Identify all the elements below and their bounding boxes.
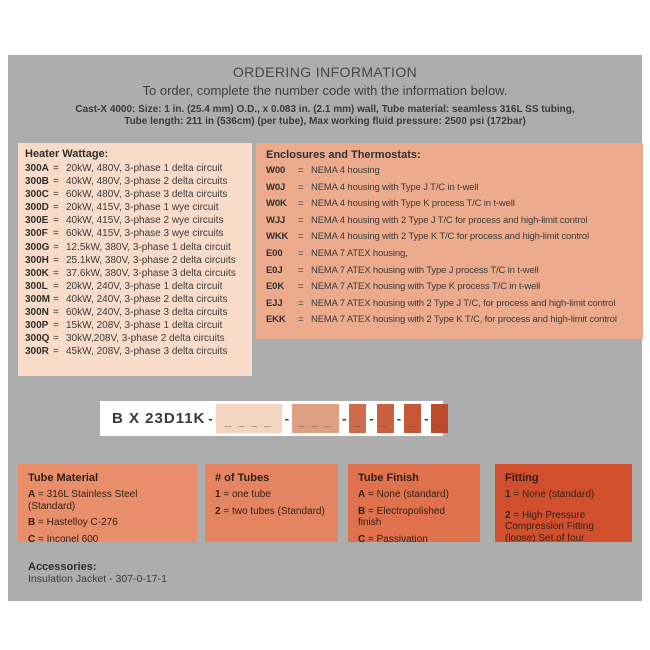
- enclosure-description: NEMA 7 ATEX housing with 2 Type J T/C, for process and high-limit control: [311, 297, 616, 309]
- heater-code: 300P: [25, 320, 49, 332]
- heater-description: 15kW, 208V, 3-phase 1 delta circuit: [66, 320, 223, 332]
- page-subtitle: To order, complete the number code with the information below.: [142, 83, 508, 98]
- heater-code: 300G: [25, 241, 50, 253]
- equals-sign: =: [368, 489, 374, 500]
- tube-finish-option: [358, 489, 470, 501]
- heater-wattage-row: [25, 241, 245, 254]
- option-code: C: [28, 533, 36, 542]
- equals-sign: =: [38, 489, 44, 500]
- code-separator: -: [208, 411, 213, 426]
- equals-sign: =: [223, 505, 230, 517]
- equals-sign: =: [298, 181, 304, 193]
- enclosure-code: EJJ: [266, 297, 283, 309]
- blank-dashes: _: [408, 416, 417, 428]
- heater-wattage-row: [25, 175, 245, 188]
- equals-sign: =: [53, 280, 59, 292]
- equals-sign: =: [53, 267, 59, 279]
- heater-wattage-row: [25, 188, 245, 201]
- enclosure-description: NEMA 4 housing: [311, 165, 380, 176]
- equals-sign: =: [223, 489, 230, 500]
- enclosures-title: Enclosures and Thermostats:: [266, 149, 421, 161]
- heater-wattage-row: [25, 332, 245, 345]
- code-separator: -: [369, 411, 374, 426]
- heater-description: 37.6kW, 380V, 3-phase 3 delta circuits: [66, 267, 236, 279]
- option-description: High Pressure Compression Fitting (loose) Set of four: [505, 509, 594, 542]
- equals-sign: =: [298, 231, 304, 243]
- code-blank-block: [404, 404, 421, 433]
- enclosure-code: W0J: [266, 181, 286, 193]
- enclosure-row: [266, 246, 633, 263]
- code-separator: -: [342, 411, 347, 426]
- heater-description: 60kW, 480V, 3-phase 3 delta circuits: [66, 189, 228, 201]
- option-description: one tube: [231, 489, 271, 500]
- heater-description: 40kW, 240V, 3-phase 2 delta circuits: [66, 293, 228, 305]
- enclosure-description: NEMA 7 ATEX housing with 2 Type K T/C, for process and high-limit control: [311, 314, 617, 326]
- option-description: Electropolished finish: [358, 505, 446, 528]
- heater-code: 300E: [25, 215, 49, 227]
- equals-sign: =: [53, 228, 59, 240]
- option-description: None (standard): [521, 489, 595, 500]
- option-code: 2: [215, 505, 221, 517]
- heater-wattage-row: [25, 345, 245, 358]
- heater-description: 45kW, 208V, 3-phase 3 delta circuits: [66, 346, 228, 358]
- heater-code: 300M: [25, 293, 51, 305]
- number-of-tubes-box: [205, 464, 338, 542]
- heater-wattage-row: [25, 162, 245, 175]
- accessories-section: [28, 561, 167, 585]
- enclosure-row: [266, 263, 633, 280]
- order-code-prefix: B X 23D11K: [112, 410, 206, 427]
- equals-sign: =: [513, 489, 520, 500]
- code-separator: -: [424, 411, 429, 426]
- fitting-title: Fitting: [505, 472, 539, 484]
- enclosure-code: E0K: [266, 281, 285, 293]
- equals-sign: =: [38, 533, 44, 542]
- equals-sign: =: [298, 165, 304, 176]
- enclosure-code: EKK: [266, 314, 286, 326]
- tube-finish-box: [348, 464, 480, 542]
- heater-wattage-row: [25, 227, 245, 240]
- equals-sign: =: [53, 293, 59, 305]
- enclosure-code: E0J: [266, 264, 283, 276]
- blank-dashes: _ _ _ _: [224, 416, 273, 428]
- enclosure-code: WKK: [266, 231, 289, 243]
- num-tubes-option: [215, 489, 328, 501]
- equals-sign: =: [298, 264, 304, 276]
- equals-sign: =: [53, 163, 59, 174]
- product-spec-line2: Tube length: 211 in (536cm) (per tube), Max working fluid pressure: 2500 psi (172bar): [124, 116, 526, 127]
- enclosure-row: [266, 312, 633, 329]
- enclosures-thermostats-box: [256, 143, 643, 339]
- enclosure-code: W00: [266, 165, 286, 176]
- heater-description: 60kW, 240V, 3-phase 3 delta circuits: [66, 307, 228, 319]
- equals-sign: =: [53, 254, 59, 266]
- equals-sign: =: [53, 241, 59, 253]
- heater-description: 30kW,208V, 3-phase 2 delta circuits: [66, 333, 225, 345]
- equals-sign: =: [53, 333, 59, 345]
- product-spec: [8, 104, 642, 128]
- heater-code: 300N: [25, 307, 49, 319]
- num-tubes-option: [215, 506, 328, 518]
- tube-finish-title: Tube Finish: [358, 472, 419, 484]
- option-code: C: [358, 533, 366, 542]
- equals-sign: =: [298, 297, 304, 309]
- equals-sign: =: [53, 346, 59, 358]
- fitting-option: [505, 510, 622, 543]
- equals-sign: =: [368, 533, 374, 542]
- option-code: B: [358, 505, 366, 517]
- blank-dashes: _: [381, 416, 390, 428]
- equals-sign: =: [298, 247, 304, 259]
- enclosure-description: NEMA 4 housing with Type J T/C in t-well: [311, 181, 479, 193]
- option-description: Passivation: [376, 533, 428, 542]
- enclosure-description: NEMA 7 ATEX housing with Type J process T/C in t-well: [311, 264, 539, 276]
- option-description: Inconel 600: [46, 533, 99, 542]
- code-separator: -: [396, 411, 402, 426]
- enclosure-row: [266, 163, 633, 180]
- enclosure-description: NEMA 4 housing with 2 Type K T/C for process and high-limit control: [311, 231, 589, 243]
- gray-panel: [8, 55, 642, 601]
- tube-material-option: [28, 489, 187, 512]
- tube-finish-option: [358, 534, 470, 543]
- blank-dashes: _ _ _: [298, 416, 333, 428]
- fitting-box: [495, 464, 632, 542]
- number-of-tubes-title: # of Tubes: [215, 472, 270, 484]
- heater-wattage-row: [25, 306, 245, 319]
- heater-code: 300H: [25, 254, 49, 266]
- enclosure-code: E00: [266, 247, 283, 259]
- heater-code: 300F: [25, 228, 48, 240]
- option-description: Hastelloy C-276: [46, 517, 118, 528]
- page-title: ORDERING INFORMATION: [232, 64, 418, 80]
- blank-dashes: _: [435, 416, 445, 428]
- tube-material-title: Tube Material: [28, 472, 99, 484]
- enclosure-row: [266, 196, 633, 213]
- heater-description: 20kW, 240V, 3-phase 1 delta circuit: [66, 280, 223, 292]
- order-code-blanks: [205, 401, 448, 436]
- option-code: 2: [505, 509, 511, 521]
- heater-description: 60kW, 415V, 3-phase 3 wye circuits: [66, 228, 224, 240]
- equals-sign: =: [53, 189, 59, 201]
- heater-code: 300K: [25, 267, 49, 279]
- option-description: None (standard): [376, 489, 449, 500]
- heater-wattage-row: [25, 214, 245, 227]
- enclosure-description: NEMA 7 ATEX housing with Type K process T/C in t-well: [311, 281, 541, 293]
- equals-sign: =: [53, 215, 59, 227]
- equals-sign: =: [298, 198, 304, 210]
- enclosure-description: NEMA 7 ATEX housing,: [311, 247, 408, 259]
- equals-sign: =: [298, 281, 304, 293]
- tube-material-option: [28, 517, 187, 529]
- heater-code: 300R: [25, 346, 49, 358]
- fitting-option: [505, 489, 622, 501]
- enclosure-row: [266, 180, 633, 197]
- option-code: B: [28, 517, 36, 528]
- blank-dashes: _: [353, 416, 362, 428]
- heater-wattage-row: [25, 280, 245, 293]
- equals-sign: =: [53, 176, 59, 188]
- heater-code: 300Q: [25, 333, 50, 345]
- code-blank-block: [431, 404, 448, 433]
- option-description: two tubes (Standard): [231, 505, 325, 517]
- code-blank-block: [216, 404, 282, 433]
- heater-wattage-row: [25, 254, 245, 267]
- heater-description: 20kW, 415V, 3-phase 1 wye circuit: [66, 202, 219, 214]
- heater-wattage-row: [25, 293, 245, 306]
- order-code-strip: [100, 401, 443, 436]
- heater-wattage-box: [18, 143, 252, 376]
- heater-wattage-row: [25, 319, 245, 332]
- enclosure-description: NEMA 4 housing with 2 Type J T/C for process and high-limit control: [311, 214, 588, 226]
- option-code: 1: [505, 489, 511, 500]
- tube-material-box: [18, 464, 197, 542]
- enclosure-row: [266, 229, 633, 246]
- heater-description: 40kW, 480V, 3-phase 2 delta circuits: [66, 176, 228, 188]
- heater-code: 300C: [25, 189, 49, 201]
- accessories-title: Accessories:: [28, 561, 97, 573]
- option-description: 316L Stainless Steel (Standard): [28, 489, 138, 512]
- heater-description: 12.5kW, 380V, 3-phase 1 delta circuit: [66, 241, 231, 253]
- code-blank-block: [292, 404, 339, 433]
- enclosure-code: W0K: [266, 198, 287, 210]
- heater-wattage-row: [25, 267, 245, 280]
- heater-description: 25.1kW, 380V, 3-phase 2 delta circuits: [66, 254, 236, 266]
- equals-sign: =: [298, 214, 304, 226]
- equals-sign: =: [38, 517, 44, 528]
- option-code: 1: [215, 489, 221, 500]
- code-blank-block: [349, 404, 366, 433]
- option-code: A: [358, 489, 366, 500]
- tube-finish-option: [358, 506, 470, 529]
- code-separator: -: [284, 411, 290, 426]
- enclosure-row: [266, 279, 633, 296]
- enclosure-description: NEMA 4 housing with Type K process T/C in t-well: [311, 198, 515, 210]
- heater-code: 300A: [25, 163, 49, 174]
- option-code: A: [28, 489, 36, 500]
- enclosure-row: [266, 296, 633, 313]
- heater-wattage-title: Heater Wattage:: [25, 148, 109, 160]
- code-blank-block: [377, 404, 394, 433]
- product-spec-line1: Cast-X 4000: Size: 1 in. (25.4 mm) O.D., x 0.083 in. (2.1 mm) wall, Tube material: seamless 316L SS tubing,: [75, 104, 575, 115]
- equals-sign: =: [53, 307, 59, 319]
- equals-sign: =: [513, 509, 520, 521]
- heater-description: 20kW, 480V, 3-phase 1 delta circuit: [66, 163, 223, 174]
- heater-code: 300D: [25, 202, 49, 214]
- heater-code: 300B: [25, 176, 49, 188]
- heater-wattage-row: [25, 201, 245, 214]
- equals-sign: =: [53, 202, 59, 214]
- enclosure-row: [266, 213, 633, 230]
- equals-sign: =: [53, 320, 59, 332]
- equals-sign: =: [368, 505, 374, 517]
- enclosure-code: WJJ: [266, 214, 286, 226]
- tube-material-option: [28, 534, 187, 543]
- heater-description: 40kW, 415V, 3-phase 2 wye circuits: [66, 215, 224, 227]
- heater-code: 300L: [25, 280, 48, 292]
- accessories-item: Insulation Jacket - 307-0-17-1: [28, 573, 167, 585]
- equals-sign: =: [298, 314, 304, 326]
